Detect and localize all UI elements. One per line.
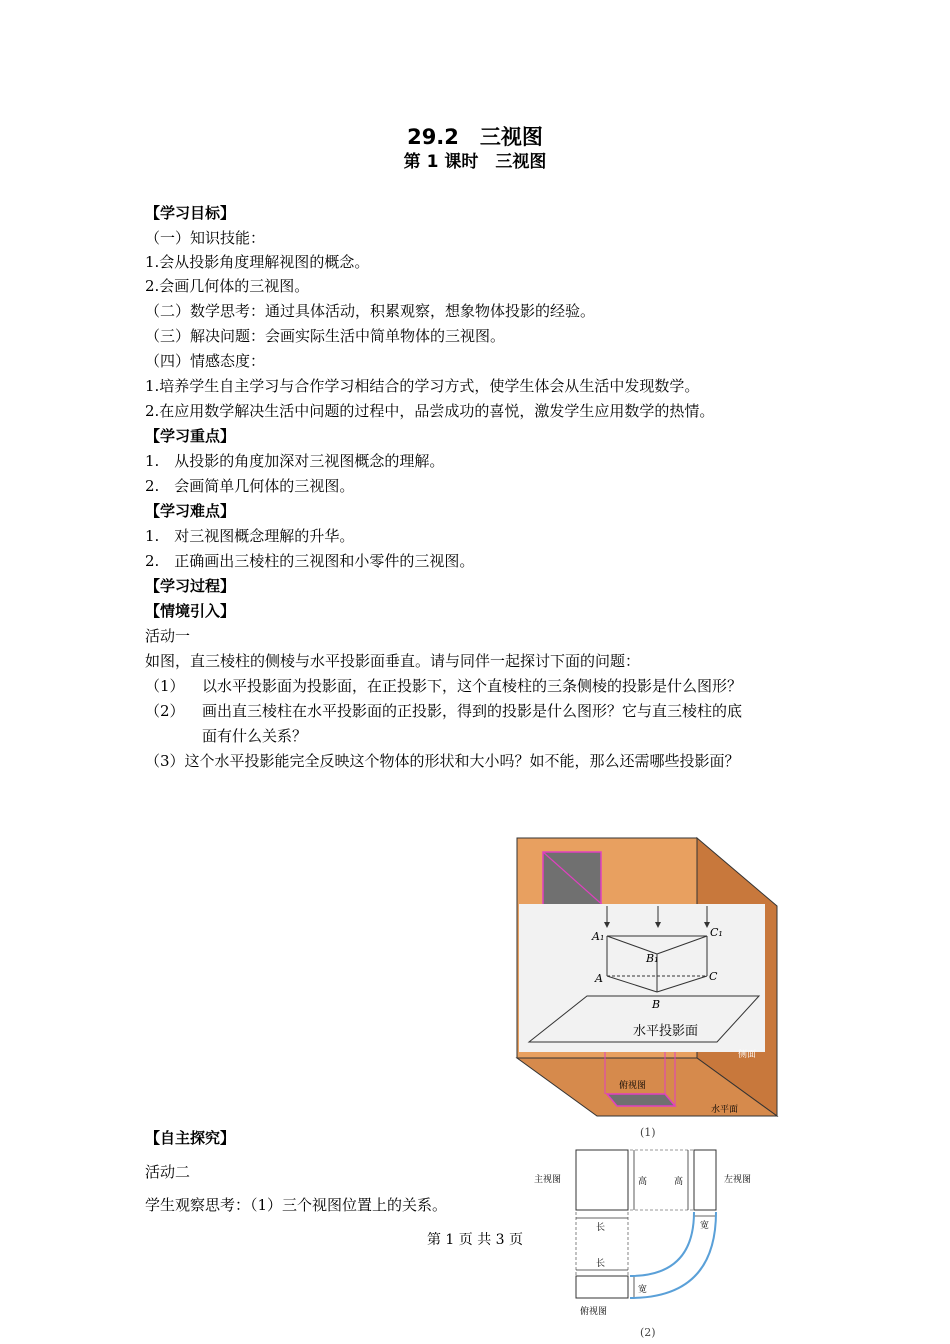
left-view-rect	[694, 1150, 716, 1210]
goal-attitude-heading: （四）情感态度：	[145, 352, 266, 370]
top-view-projection	[607, 1094, 675, 1106]
difficulty-2: 2. 正确画出三棱柱的三视图和小零件的三视图。	[145, 552, 475, 570]
label-c1: C₁	[710, 926, 723, 939]
activity-1-text: 如图，直三棱柱的侧棱与水平投影面垂直。请与同伴一起探讨下面的问题：	[145, 652, 641, 670]
top-view-rect	[576, 1276, 628, 1298]
label-a1: A₁	[592, 930, 605, 943]
section-heading-difficulty: 【学习难点】	[145, 502, 236, 520]
question-1-text: 以水平投影面为投影面，在正投影下，这个直棱柱的三条侧棱的投影是什么图形？	[202, 677, 743, 695]
height-label-2: 高	[674, 1177, 684, 1187]
activity-2-text: 学生观察思考：（1）三个视图位置上的关系。	[145, 1196, 448, 1214]
activity-2-label: 活动二	[145, 1163, 191, 1181]
section-heading-goals: 【学习目标】	[145, 204, 236, 222]
goal-problem-solving: （三）解决问题：会画实际生活中简单物体的三视图。	[145, 327, 506, 345]
page-footer: 第 1 页 共 3 页	[426, 1232, 524, 1248]
width-label-2: 宽	[638, 1285, 648, 1295]
question-2-text-line1: 画出直三棱柱在水平投影面的正投影，得到的投影是什么图形？它与直三棱柱的底	[202, 702, 743, 720]
key-point-2: 2. 会画简单几何体的三视图。	[145, 477, 355, 495]
figure-2-caption: (2)	[640, 1326, 656, 1339]
section-heading-intro: 【情境引入】	[145, 602, 236, 620]
prism-projection-figure	[515, 836, 785, 1136]
figure-1-caption: (1)	[640, 1126, 656, 1139]
question-2-number: （2）	[145, 702, 185, 720]
goal-knowledge-1: 1.会从投影角度理解视图的概念。	[145, 253, 370, 271]
side-wall-label: 侧面	[738, 1050, 757, 1060]
height-label-1: 高	[638, 1177, 648, 1187]
front-view-label: 主视图	[534, 1175, 562, 1185]
question-2-text-line2: 面有什么关系？	[202, 727, 308, 745]
goal-attitude-2: 2.在应用数学解决生活中问题的过程中，品尝成功的喜悦，激发学生应用数学的热情。	[145, 402, 715, 420]
horizontal-plane-label: 水平投影面	[633, 1024, 699, 1039]
goal-knowledge-heading: （一）知识技能：	[145, 229, 266, 247]
page-subtitle: 第 1 课时 三视图	[403, 152, 547, 172]
activity-1-label: 活动一	[145, 627, 191, 645]
section-heading-key: 【学习重点】	[145, 427, 236, 445]
floor-label: 水平面	[711, 1105, 739, 1115]
section-heading-explore: 【自主探究】	[145, 1129, 236, 1147]
page-title: 29.2 三视图	[407, 125, 543, 149]
label-b: B	[652, 998, 661, 1011]
front-view-rect	[576, 1150, 628, 1210]
label-b1: B₁	[646, 952, 659, 965]
key-point-1: 1. 从投影的角度加深对三视图概念的理解。	[145, 452, 445, 470]
difficulty-1: 1. 对三视图概念理解的升华。	[145, 527, 355, 545]
width-label-1: 宽	[700, 1221, 710, 1231]
top-view-label-2: 俯视图	[580, 1307, 608, 1317]
label-c: C	[709, 970, 718, 983]
label-a: A	[595, 972, 603, 985]
goal-attitude-1: 1.培养学生自主学习与合作学习相结合的学习方式，使学生体会从生活中发现数学。	[145, 377, 700, 395]
section-heading-process: 【学习过程】	[145, 577, 236, 595]
question-1-number: （1）	[145, 677, 185, 695]
length-label-1: 长	[596, 1223, 606, 1233]
goal-knowledge-2: 2.会画几何体的三视图。	[145, 277, 310, 295]
top-view-label: 俯视图	[619, 1081, 647, 1091]
length-label-2: 长	[596, 1259, 606, 1269]
question-3-text: （3）这个水平投影能完全反映这个物体的形状和大小吗？如不能，那么还需哪些投影面？	[145, 752, 740, 770]
goal-thinking: （二）数学思考：通过具体活动，积累观察，想象物体投影的经验。	[145, 302, 596, 320]
left-view-label: 左视图	[724, 1175, 752, 1185]
